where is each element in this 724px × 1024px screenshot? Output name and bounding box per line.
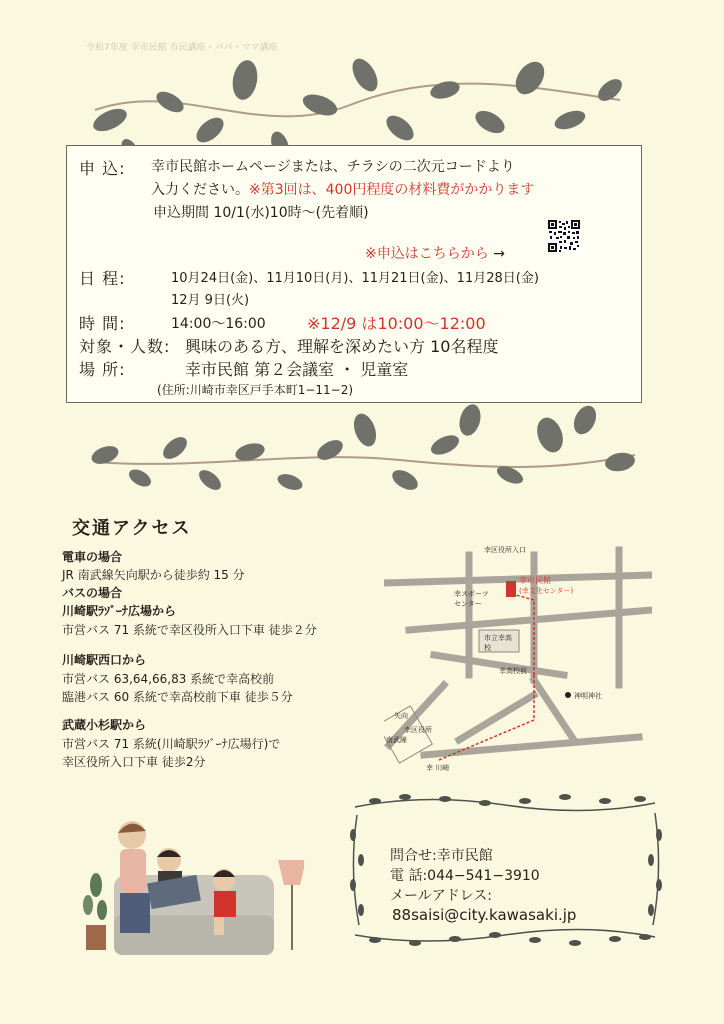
map-label-nambu: 南武線 (386, 736, 407, 744)
map-label-office: 幸区役所入口 (484, 546, 526, 554)
map-label-busstop: 幸高校前 (499, 667, 527, 675)
leaf-vine-middle (0, 400, 724, 510)
contact-email-label: メールアドレス: (390, 888, 493, 904)
access-train-heading: 電車の場合 (62, 550, 123, 564)
schedule-dates-1: 10月24日(金)、11月10日(月)、11月21日(金)、11月28日(金) (171, 271, 539, 286)
map-label-school: 市立幸高校 (484, 634, 512, 652)
access-west-text-1: 市営バス 63,64,66,83 系統で幸高校前 (62, 672, 275, 686)
time-note: ※12/9 は10:00〜12:00 (307, 314, 486, 333)
access-map (384, 545, 652, 775)
contact-line-1: 問合せ:幸市民館 (390, 848, 493, 864)
access-west-text-2: 臨港バス 60 系統で幸高校前下車 徒歩５分 (62, 690, 293, 704)
schedule-label: 日 程: (79, 269, 126, 288)
apply-material-note: ※第3回は、400円程度の材料費がかかります (249, 182, 535, 198)
map-label-yako: 矢向 (394, 712, 408, 720)
time-value: 14:00〜16:00 (171, 316, 266, 332)
access-west-heading: 川崎駅西口から (62, 653, 147, 667)
apply-period: 申込期間 10/1(水)10時〜(先着順) (153, 205, 369, 221)
info-box (66, 145, 642, 403)
faint-header: 令和7年度 幸市民館 市民講座・パパ・ママ講座 (86, 43, 278, 53)
access-train-text: JR 南武線矢向駅から徒歩約 15 分 (62, 568, 245, 582)
map-label-station: 幸区役所 (404, 726, 432, 734)
access-musashi-text-1: 市営バス 71 系統(川崎駅ﾗｿﾞｰﾅ広場行)で (62, 737, 281, 751)
access-title: 交通アクセス (72, 518, 192, 539)
apply-label: 申 込: (79, 159, 126, 178)
place-address: (住所:川崎市幸区戸手本町1−11−2) (157, 383, 354, 397)
access-musashi-heading: 武蔵小杉駅から (62, 718, 147, 732)
map-label-shiminkan: 幸市民館 (519, 576, 551, 585)
access-lazona-text: 市営バス 71 系統で幸区役所入口下車 徒歩２分 (62, 623, 317, 637)
access-lazona-heading: 川崎駅ﾗｿﾞｰﾅ広場から (62, 604, 177, 618)
access-bus-heading: バスの場合 (62, 586, 123, 600)
target-value: 興味のある方、理解を深めたい方 10名程度 (185, 337, 499, 356)
family-reading-illustration (74, 815, 304, 965)
contact-phone[interactable]: 電 話:044−541−3910 (390, 868, 540, 884)
contact-email[interactable]: 88saisi@city.kawasaki.jp (392, 906, 577, 924)
map-label-center: (幸文化センター) (519, 587, 574, 595)
access-musashi-text-2: 幸区役所入口下車 徒歩2分 (62, 755, 206, 769)
place-value: 幸市民館 第２会議室 ・ 児童室 (185, 360, 409, 379)
apply-line1: 幸市民館ホームページまたは、チラシの二次元コードより (151, 159, 515, 175)
time-label: 時 間: (79, 314, 126, 333)
place-label: 場 所: (79, 360, 126, 379)
schedule-dates-2: 12月 9日(火) (171, 293, 250, 308)
arrow-right-icon: → (493, 246, 505, 262)
apply-qr-note: ※申込はこちらから (365, 246, 489, 262)
map-label-shrine: 神明神社 (574, 692, 602, 700)
map-label-sports: 幸スポーツセンター (454, 590, 489, 608)
map-label-bottom: 幸 川崎 (426, 764, 450, 772)
qr-code[interactable] (548, 220, 580, 252)
target-label: 対象・人数: (79, 337, 171, 356)
apply-line2: 入力ください。 (151, 182, 249, 198)
